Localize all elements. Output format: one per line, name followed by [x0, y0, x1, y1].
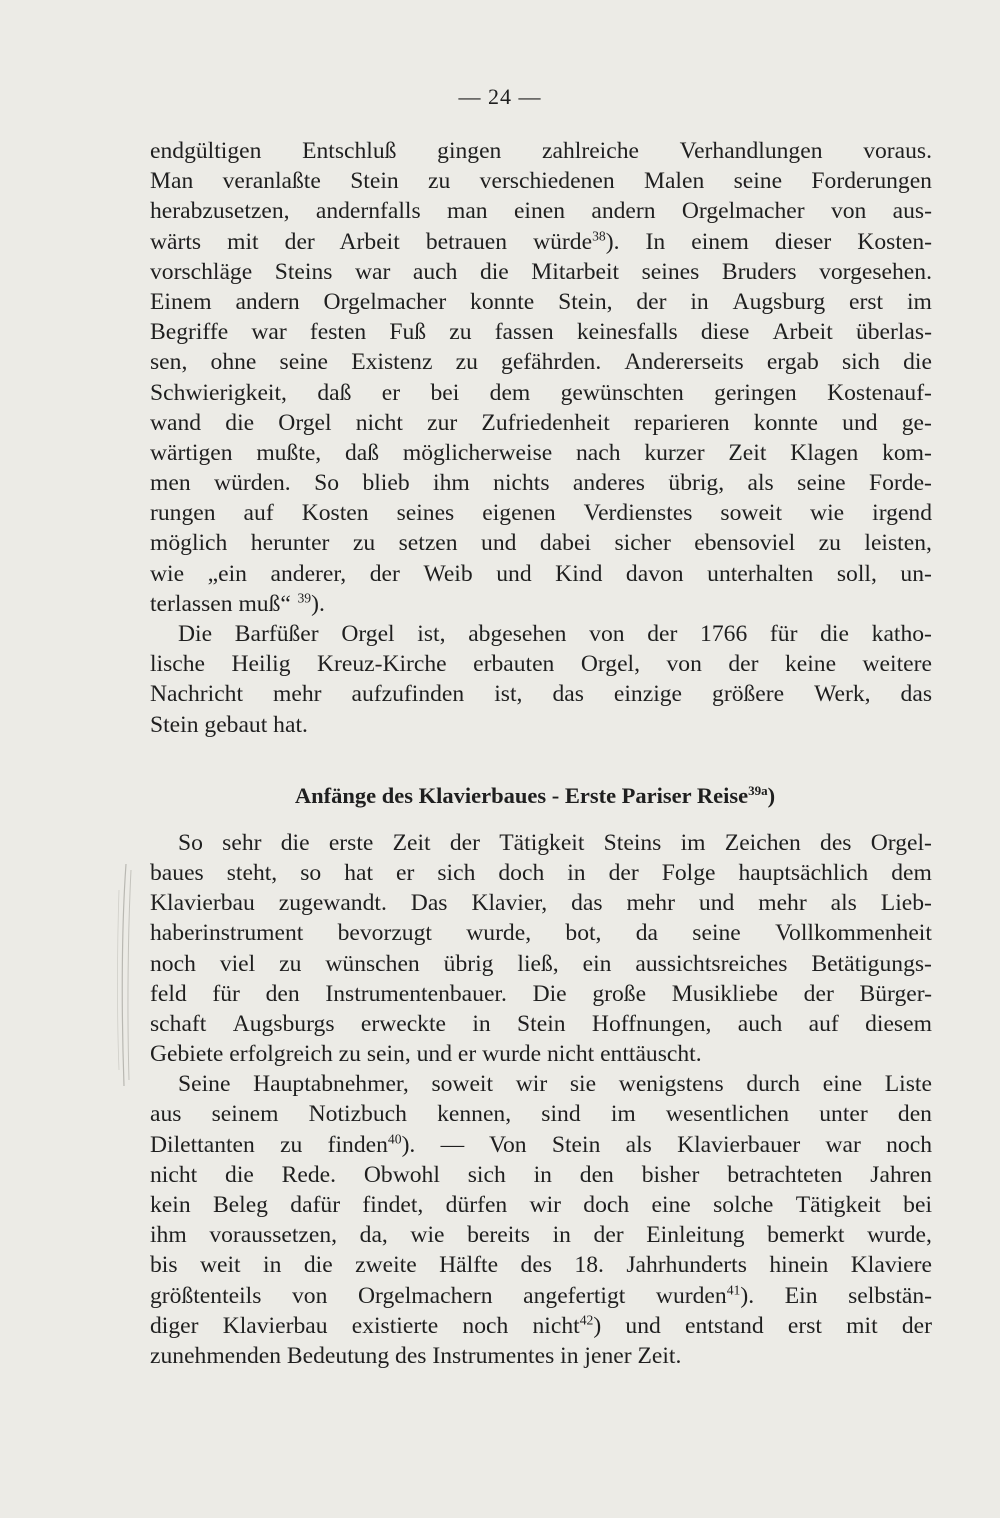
text-line: Man veranlaßte Stein zu verschiedenen Malen seine Forderungen: [150, 168, 932, 195]
text-line: noch viel zu wünschen übrig ließ, ein aussichtsreiches Betätigungs-: [150, 950, 932, 977]
text-line: diger Klavierbau existierte noch nicht$^{42}$) und entstand erst mit der: [150, 1312, 932, 1339]
footnote-ref: 41: [726, 1282, 741, 1298]
text-line: schaft Augsburgs erweckte in Stein Hoffnungen, auch auf diesem: [150, 1010, 932, 1037]
footnote-ref: 39a: [748, 782, 768, 798]
text-line: feld für den Instrumentenbauer. Die große Musikliebe der Bürger-: [150, 980, 932, 1007]
text-line: zunehmenden Bedeutung des Instrumentes in jener Zeit.: [150, 1342, 682, 1369]
text-line: wärts mit der Arbeit betrauen würde$^{38}$). In einem dieser Kosten-: [150, 228, 932, 255]
text-line: wand die Orgel nicht zur Zufriedenheit reparieren konnte und ge-: [150, 409, 932, 436]
text-line: Einem andern Orgelmacher konnte Stein, der in Augsburg erst im: [150, 288, 932, 315]
paragraph-continuation: [150, 136, 932, 619]
text-line: ihm voraussetzen, da, wie bereits in der Einleitung bemerkt wurde,: [150, 1222, 932, 1249]
paragraph: [150, 619, 932, 740]
section-heading: Anfänge des Klavierbaues - Erste Pariser Reise$^{39a}$): [294, 782, 776, 808]
text-line: Stein gebaut hat.: [150, 711, 308, 738]
text-line: Begriffe war festen Fuß zu fassen keinesfalls diese Arbeit überlas-: [150, 319, 932, 346]
text-line: haberinstrument bevorzugt wurde, bot, da seine Vollkommenheit: [150, 920, 932, 947]
paragraph: [150, 828, 932, 1070]
text-line: baues steht, so hat er sich doch in der Folge hauptsächlich dem: [150, 859, 932, 886]
text-line: größtenteils von Orgelmachern angefertigt wurden$^{41}$). Ein selbstän-: [150, 1282, 932, 1309]
text-line: Schwierigkeit, daß er bei dem gewünschten geringen Kostenauf-: [150, 379, 932, 406]
text-line: endgültigen Entschluß gingen zahlreiche Verhandlungen voraus.: [150, 138, 932, 164]
text-line: sen, ohne seine Existenz zu gefährden. Andererseits ergab sich die: [150, 349, 932, 376]
footnote-ref: 42: [579, 1312, 594, 1328]
text-line: Gebiete erfolgreich zu sein, und er wurde nicht enttäuscht.: [150, 1041, 702, 1068]
text-line: rungen auf Kosten seines eigenen Verdienstes soweit wie irgend: [150, 500, 932, 527]
text-line: nicht die Rede. Obwohl sich in den bisher betrachteten Jahren: [150, 1161, 932, 1188]
text-line: bis weit in die zweite Hälfte des 18. Jahrhunderts hinein Klaviere: [150, 1252, 932, 1279]
text-line: aus seinem Notizbuch kennen, sind im wesentlichen unter den: [150, 1101, 932, 1128]
text-line: Dilettanten zu finden$^{40}$). — Von Stein als Klavierbauer war noch: [150, 1131, 932, 1158]
text-line: Klavierbau zugewandt. Das Klavier, das mehr und mehr als Lieb-: [150, 890, 932, 917]
text-line: So sehr die erste Zeit der Tätigkeit Steins im Zeichen des Orgel-: [178, 829, 932, 856]
text-line: vorschläge Steins war auch die Mitarbeit seines Bruders vorgesehen.: [150, 258, 932, 285]
text-line: möglich herunter zu setzen und dabei sicher ebensoviel zu leisten,: [150, 530, 932, 557]
text-line: terlassen muß“ $^{39}$).: [150, 590, 325, 617]
pencil-margin-mark: [112, 860, 134, 1090]
footnote-ref: 40: [387, 1131, 402, 1147]
text-line: kein Beleg dafür findet, dürfen wir doch eine solche Tätigkeit bei: [150, 1192, 932, 1218]
text-line: men würden. So blieb ihm nichts anderes übrig, als seine Forde-: [150, 470, 932, 497]
text-line: wie „ein anderer, der Weib und Kind davon unterhalten soll, un-: [150, 560, 932, 587]
text-line: wärtigen mußte, daß möglicherweise nach kurzer Zeit Klagen kom-: [150, 439, 932, 466]
footnote-ref: 39: [297, 590, 312, 606]
paragraph: [150, 1069, 932, 1371]
footnote-ref: 38: [592, 228, 606, 244]
text-line: Nachricht mehr aufzufinden ist, das einzige größere Werk, das: [150, 681, 932, 708]
text-line: Seine Hauptabnehmer, soweit wir sie wenigstens durch eine Liste: [178, 1071, 932, 1098]
text-line: lische Heilig Kreuz-Kirche erbauten Orgel, von der keine weitere: [150, 651, 932, 678]
body-text: [150, 136, 932, 1371]
page-number: — 24 —: [458, 84, 542, 109]
text-line: herabzusetzen, andernfalls man einen andern Orgelmacher von aus-: [150, 198, 932, 225]
text-line: Die Barfüßer Orgel ist, abgesehen von der 1766 für die katho-: [178, 621, 932, 647]
